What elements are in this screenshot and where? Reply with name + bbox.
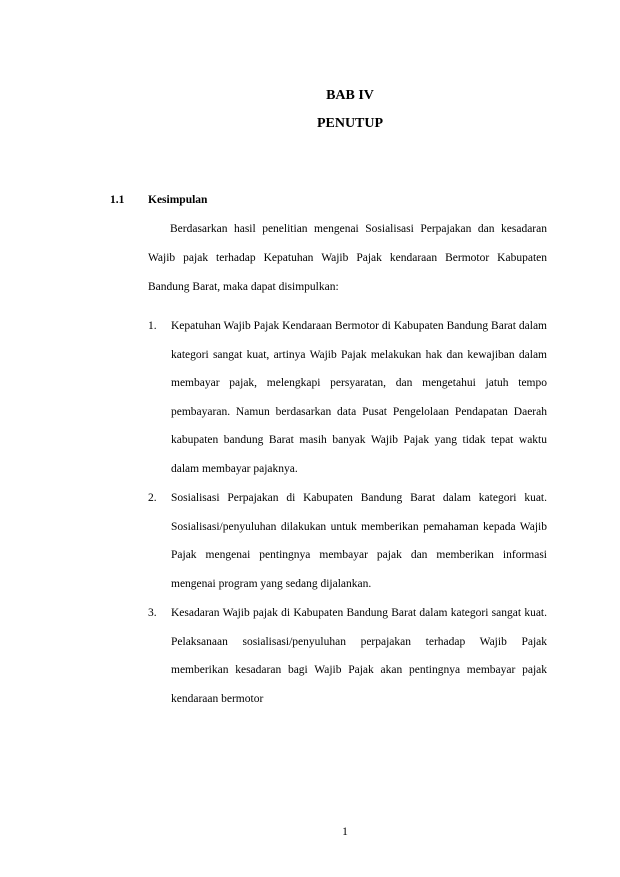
- intro-paragraph: Berdasarkan hasil penelitian mengenai Sosialisasi Perpajakan dan kesadaran Wajib pajak terhadap Kepatuhan Wajib Pajak kendaraan Bermotor Kabupaten Bandung Barat, maka dapat disimpulkan:: [148, 223, 547, 293]
- list-item-number: 2.: [148, 492, 157, 504]
- list-item-text: Kepatuhan Wajib Pajak Kendaraan Bermotor di Kabupaten Bandung Barat dalam kategori sangat kuat, artinya Wajib Pajak melakukan hak dan kewajiban dalam membayar pajak, melengkapi persyaratan, dan mengetahui jatuh tempo pembayaran. Namun berdasarkan data Pusat Pengelolaan Pendapatan Daerah kabupaten bandung Barat masih banyak Wajib Pajak yang tidak tepat waktu dalam membayar pajaknya.: [171, 320, 547, 475]
- chapter-number: BAB IV: [326, 88, 374, 103]
- list-item-text: Sosialisasi Perpajakan di Kabupaten Bandung Barat dalam kategori kuat. Sosialisasi/penyuluhan dilakukan untuk memberikan pemahaman kepada Wajib Pajak mengenai pentingnya membayar pajak dan memberikan informasi mengenai program yang sedang dijalankan.: [171, 492, 547, 590]
- conclusion-list: [148, 312, 547, 714]
- list-item: [148, 312, 547, 483]
- list-item-number: 1.: [148, 320, 157, 332]
- section-number: 1.1: [110, 194, 125, 206]
- list-item: [148, 484, 547, 598]
- list-item: [148, 599, 547, 713]
- list-item-text: Kesadaran Wajib pajak di Kabupaten Bandung Barat dalam kategori sangat kuat. Pelaksanaan sosialisasi/penyuluhan perpajakan terhadap Wajib Pajak memberikan kesadaran bagi Wajib Pajak akan pentingnya membayar pajak kendaraan bermotor: [171, 607, 547, 705]
- list-item-number: 3.: [148, 607, 157, 619]
- page-number: 1: [342, 826, 348, 838]
- chapter-title: PENUTUP: [316, 116, 384, 131]
- section-title: Kesimpulan: [148, 194, 208, 206]
